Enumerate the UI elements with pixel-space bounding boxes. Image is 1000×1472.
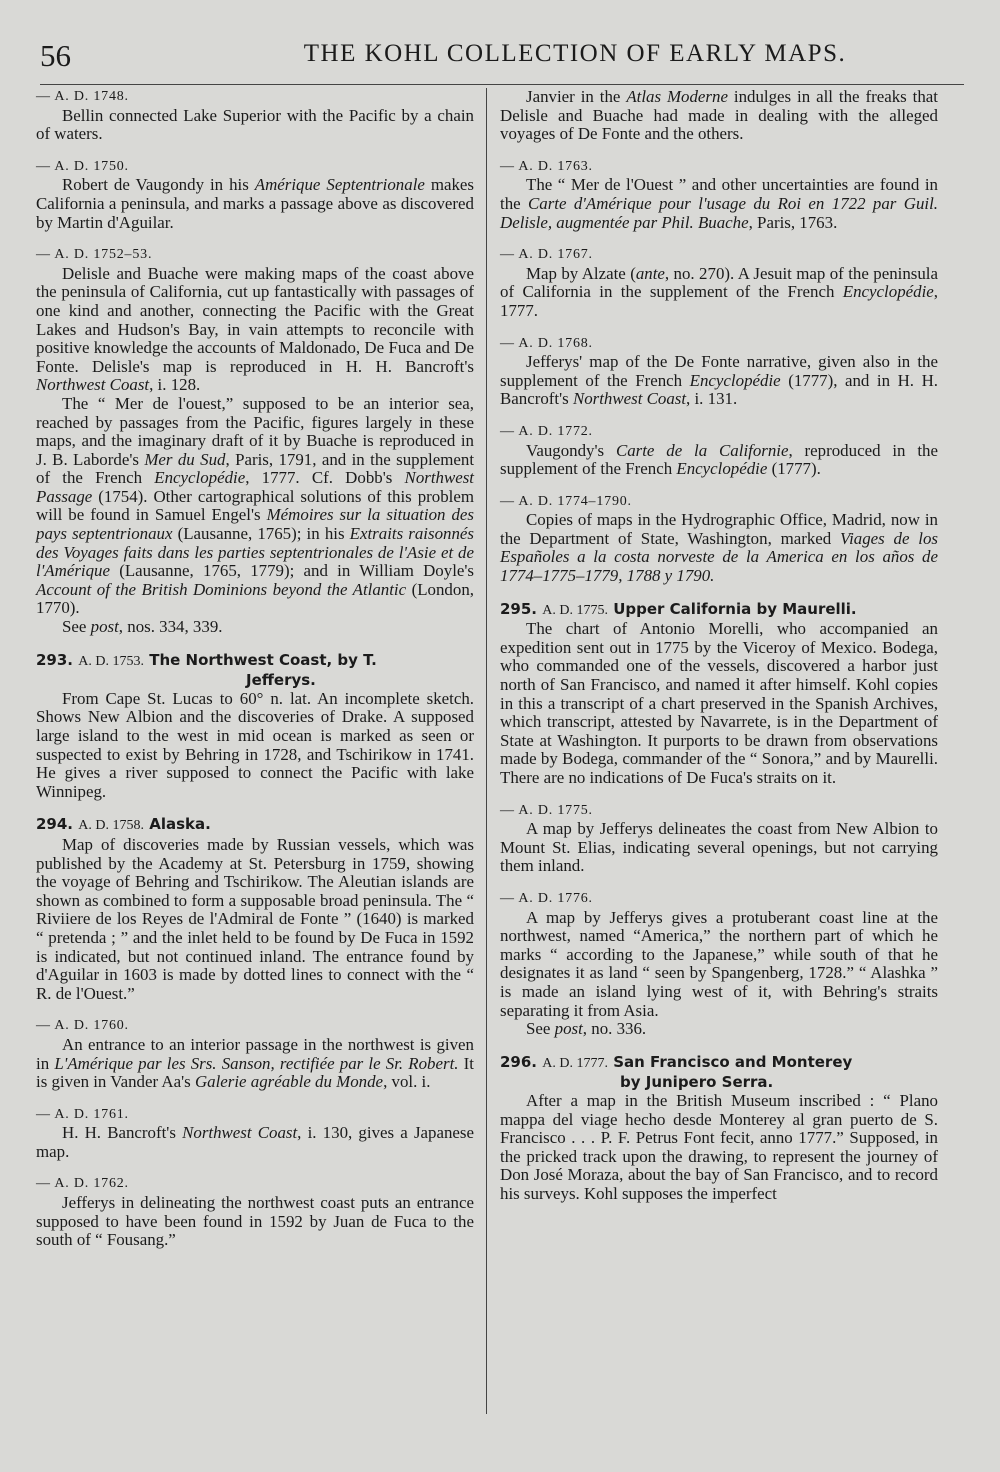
left-column (36, 88, 474, 1250)
date-heading: — A. D. 1752–53. (36, 247, 153, 263)
paragraph: Vaugondy's Carte de la Californie, reproduced in the supplement of the French Encyclopédie (1777). (500, 440, 938, 479)
paragraph: H. H. Bancroft's Northwest Coast, i. 130, gives a Japanese map. (36, 1123, 474, 1161)
paragraph: Jefferys' map of the De Fonte narrative, given also in the supplement of the French Encyclopédie (1777), and in H. H. Bancroft's Northwest Coast, i. 131. (500, 352, 938, 409)
date-heading: — A. D. 1768. (500, 335, 593, 351)
paragraph: From Cape St. Lucas to 60° n. lat. An incomplete sketch. Shows New Albion and the discoveries of Drake. A supposed large island to the west in mid ocean is marked as seen or suspected to exist by Behring in 1728, and Tschirikow in 1741. He gives a river supposed to connect the Pacific with lake Winnipeg. (36, 688, 474, 801)
paragraph: An entrance to an interior passage in the northwest is given in L'Amérique par les Srs. Sanson, rectifiée par le Sr. Robert. It is given in Vander Aa's Galerie agréable du Monde, vol. i. (36, 1034, 474, 1092)
right-column (500, 88, 938, 1203)
date-heading: — A. D. 1775. (500, 802, 593, 818)
paragraph: Janvier in the Atlas Moderne indulges in all the freaks that Delisle and Buache had made in dealing with the alleged voyages of De Fonte and the others. (500, 87, 938, 144)
column-divider (486, 88, 487, 1414)
date-heading: — A. D. 1776. (500, 890, 593, 906)
paragraph: Copies of maps in the Hydrographic Office, Madrid, now in the Department of State, Washington, marked Viages de los Españoles a la costa norveste de la America en los años de 1774–1775–1779, 1788 y 1790. (500, 510, 938, 586)
paragraph: Delisle and Buache were making maps of the coast above the peninsula of California, cut up fantastically with passages of one kind and another, connecting the Pacific with the Great Lakes and Hudson's Bay, in vain attempts to reconcile with positive knowledge the accounts of Maldonado, De Fuca and De Fonte. Delisle's map is reproduced in H. H. Bancroft's Northwest Coast, i. 128. (36, 263, 474, 395)
page-number: 56 (40, 38, 71, 73)
date-heading: — A. D. 1767. (500, 247, 593, 263)
paragraph: Robert de Vaugondy in his Amérique Septentrionale makes California a peninsula, and marks a passage above as discovered by Martin d'Aguilar. (36, 175, 474, 232)
paragraph: The “ Mer de l'ouest,” supposed to be an interior sea, reached by passages from the Pacific, figures largely in these maps, and the imaginary draft of it by Buache is reproduced in J. B. Laborde's Mer du Sud, Paris, 1791, and in the supplement of the French Encyclopédie, 1777. Cf. Dobb's Northwest Passage (1754). Other cartographical solutions of this problem will be found in Samuel Engel's Mémoires sur la situation des pays septentrionaux (Lausanne, 1765); in his Extraits raisonnés des Voyages faits dans les parties septentrionales de l'Asie et de l'Amérique (Lausanne, 1765, 1779); and in William Doyle's Account of the British Dominions beyond the Atlantic (London, 1770). (36, 393, 475, 618)
date-heading: — A. D. 1763. (500, 158, 593, 174)
paragraph: Bellin connected Lake Superior with the Pacific by a chain of waters. (36, 105, 474, 144)
entry-heading-294: 294. A. D. 1758. Alaska. (36, 815, 211, 834)
paragraph: A map by Jefferys gives a protuberant coast line at the northwest, named “America,” the northern part of which he marks “ according to the Japanese,” while south of that he designates it as land “ seen by Spangenberg, 1728.” “ Alashka ” is made an island lying west of it, with Behring's straits separating it from Asia. (500, 907, 938, 1020)
date-heading: — A. D. 1762. (36, 1176, 129, 1192)
see-also: See post, no. 336. (526, 1019, 647, 1039)
paragraph: The “ Mer de l'Ouest ” and other uncertainties are found in the Carte d'Amérique pour l'usage du Roi en 1722 par Guil. Delisle, augmentée par Phil. Buache, Paris, 1763. (500, 175, 938, 232)
see-also: See post, nos. 334, 339. (62, 617, 223, 637)
date-heading: — A. D. 1772. (500, 423, 593, 439)
paragraph: Map of discoveries made by Russian vessels, which was published by the Academy at St. Petersburg in 1759, showing the voyage of Behring and Tschirikow. The Aleutian islands are shown as combined to form a supposable broad peninsula. The “ Riviiere de los Reyes de l'Admiral de Fonte ” (1640) is marked “ pretenda ; ” and the inlet held to be found by De Fuca in 1592 is indicated, but not continued inland. The entrance found by d'Aguilar in 1603 is made by dotted lines to connect with the “ R. de l'Ouest.” (36, 834, 474, 1003)
entry-heading-296: 296. A. D. 1777. San Francisco and Monterey by Junipero Serra. (500, 1052, 853, 1092)
header-rule (40, 84, 964, 85)
date-heading: — A. D. 1774–1790. (500, 493, 632, 509)
paragraph: After a map in the British Museum inscribed : “ Plano mappa del viage hecho desde Monterey al gran puerto de S. Francisco . . . P. F. Petrus Font fecit, anno 1777.” Supposed, in the pricked track upon the drawing, to represent the journey of Don José Moraza, about the bay of San Francisco, and to record his surveys. Kohl supposes the imperfect (500, 1090, 938, 1203)
paragraph: Map by Alzate (ante, no. 270). A Jesuit map of the peninsula of California in the supplement of the French Encyclopédie, 1777. (500, 263, 938, 320)
paragraph: A map by Jefferys delineates the coast from New Albion to Mount St. Elias, indicating several openings, but not carrying them inland. (500, 819, 938, 876)
date-heading: — A. D. 1761. (36, 1106, 129, 1122)
paragraph: Jefferys in delineating the northwest coast puts an entrance supposed to have been found in 1592 by Juan de Fuca to the south of “ Fousang.” (36, 1193, 474, 1250)
entry-heading-293: 293. A. D. 1753. The Northwest Coast, by T. Jefferys. (36, 650, 377, 690)
running-title: THE KOHL COLLECTION OF EARLY MAPS. (303, 40, 847, 67)
date-heading: — A. D. 1748. (36, 89, 129, 104)
entry-heading-295: 295. A. D. 1775. Upper California by Maurelli. (500, 599, 857, 618)
date-heading: — A. D. 1760. (36, 1018, 129, 1034)
page-header (40, 38, 960, 78)
paragraph: The chart of Antonio Morelli, who accompanied an expedition sent out in 1775 by the Viceroy of Mexico. Bodega, who commanded one of the vessels, discovered a harbor just north of San Francisco, and named it after himself. Kohl copies in this a transcript of a chart preserved in the Spanish Archives, which transcript, attested by Navarrete, is in the Department of State at Washington. It purports to be drawn from observations made by Bodega, commander of the “ Sonora,” and by Maurelli. There are no indications of De Fuca's straits on it. (500, 619, 938, 787)
date-heading: — A. D. 1750. (36, 158, 129, 174)
